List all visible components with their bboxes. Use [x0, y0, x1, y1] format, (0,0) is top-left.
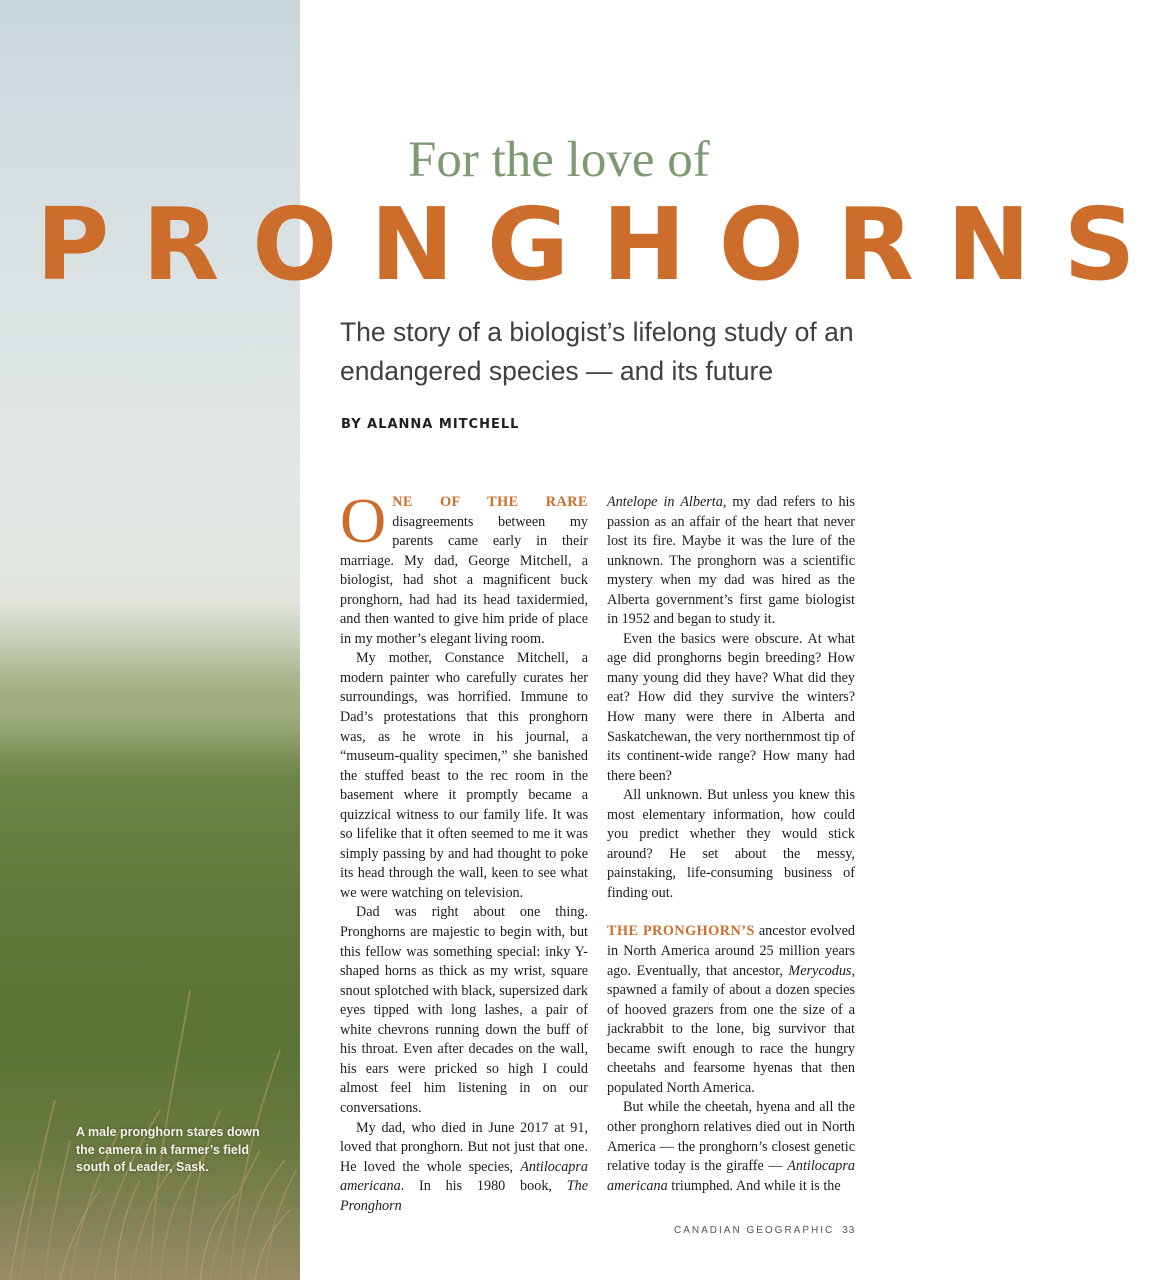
- horizon-haze: [0, 640, 300, 780]
- paragraph-continued: [607, 493, 855, 630]
- section-break: [607, 903, 855, 922]
- paragraph-relatives: [607, 1098, 855, 1196]
- headline-kicker: For the love of: [408, 132, 710, 188]
- lead-in: THE PRONGHORN’S: [607, 923, 755, 940]
- grass-stalks: [0, 960, 300, 1280]
- page-number: 33: [842, 1225, 856, 1236]
- paragraph-text: My dad, who died in June 2017 at 91, loved that pronghorn. But not just that one. He loved the whole species,: [340, 1119, 588, 1175]
- headline-deck: The story of a biologist’s lifelong study of an endangered species — and its future: [340, 317, 854, 386]
- paragraph-ancestor: [607, 922, 855, 1098]
- lead-in: NE OF THE RARE: [392, 494, 588, 510]
- paragraph-text: disagreements between my parents came early in their marriage. My dad, George Mitchell, a biologist, had shot a magnificent buck pronghorn, had had its head taxidermied, and then wanted to give him pride of place in my mother’s elegant living room.: [340, 513, 588, 647]
- species-name: Antilocapra americana: [340, 1158, 588, 1195]
- paragraph-4: [340, 1119, 588, 1217]
- publication-name: CANADIAN GEOGRAPHIC: [674, 1225, 835, 1236]
- article-column-2: [607, 493, 855, 1196]
- page-footer: [674, 1225, 864, 1236]
- article-column-1: [340, 485, 588, 1216]
- paragraph-text: triumphed. And while it is the: [667, 1177, 841, 1194]
- paragraph-unknown: All unknown. But unless you knew this most elementary information, how could you predict whether they would stick around? He set about the messy, painstaking, life-consuming business of finding out.: [607, 787, 855, 901]
- paragraph-2: My mother, Constance Mitchell, a modern painter who carefully curates her surroundings, was horrified. Immune to Dad’s protestations that this pronghorn was, as he wrote in his journal, a “museum-quality specimen,” she banished the stuffed beast to the rec room in the basement where it promptly became a quizzical witness to our family life. It was so lifelike that it often seemed to me it was simply passing by and had thought to poke its head through the wall, keen to see what we were watching on television.: [340, 650, 588, 901]
- paragraph-text: , spawned a family of about a dozen species of hooved grazers from one the size of a jackrabbit to the lone, big survivor that became swift enough to race the hungry cheetahs and fearsome hyenas that then populated North America.: [607, 962, 855, 1096]
- drop-cap: O: [340, 485, 387, 556]
- paragraph-text: , my dad refers to his passion as an affair of the heart that never lost its fire. Maybe it was the lure of the unknown. The pronghorn was a scientific mystery when my dad was hired as the Alberta government’s first game biologist in 1952 and began to study it.: [607, 494, 856, 628]
- paragraph-text: . In his 1980 book,: [400, 1178, 567, 1195]
- paragraph-questions: Even the basics were obscure. At what age did pronghorns begin breeding? How many young did they have? What did they eat? How did they survive the winters? How many were there in Alberta and Saskatchewan, the very northernmost tip of its continent-wide range? How many had there been?: [607, 630, 855, 784]
- byline: BY ALANNA MITCHELL: [341, 417, 520, 432]
- genus-name: Merycodus: [788, 962, 852, 979]
- book-title: Antelope in Alberta: [607, 494, 723, 510]
- headline-title: PRONGHORNS: [36, 186, 1169, 303]
- paragraph-3: Dad was right about one thing. Pronghorns are majestic to begin with, but this fellow was something special: inky Y-shaped horns as thick as my wrist, square snout splotched with black, supersized dark eyes tipped with long lashes, a pair of white chevrons running down the buff of his throat. Even after decades on the wall, his ears were pricked so high I could almost feel him listening in on our conversations.: [340, 904, 588, 1116]
- photo-caption: A male pronghorn stares down the camera in a farmer’s field south of Leader, Sask.: [76, 1125, 260, 1174]
- paragraph-text: But while the cheetah, hyena and all the other pronghorn relatives died out in North America — the pronghorn’s closest genetic relative today is the giraffe —: [607, 1099, 855, 1175]
- book-title: The Pronghorn: [340, 1178, 588, 1214]
- paragraph-text: ancestor evolved in North America around 25 million years ago. Eventually, that ancestor,: [607, 923, 855, 979]
- species-name: Antilocapra americana: [607, 1158, 855, 1194]
- paragraph-1: [340, 485, 588, 649]
